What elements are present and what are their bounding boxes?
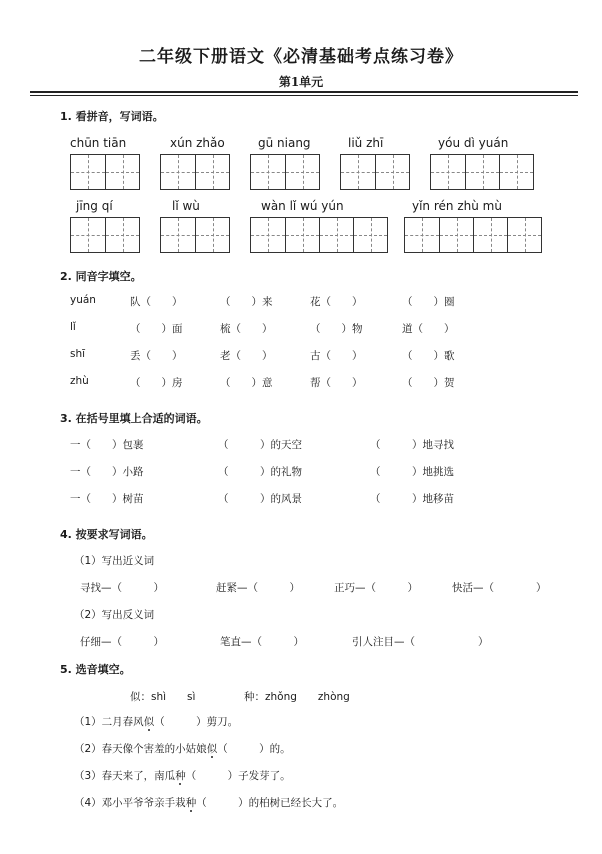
- blank-item[interactable]: （ ）歌: [402, 350, 455, 362]
- choice-char: [130, 689, 195, 704]
- item-text: （ ）的。: [217, 743, 291, 755]
- blank-item[interactable]: 丢（ ）: [130, 350, 183, 362]
- writing-grid[interactable]: [160, 154, 230, 190]
- pinyin-choices: zhǒng zhòng: [265, 691, 350, 703]
- dotted-char: 似: [143, 716, 155, 728]
- item-text: （3）春天来了，南瓜: [74, 770, 176, 782]
- exercise-item[interactable]: [74, 741, 291, 756]
- header-rule-thick: [30, 91, 578, 93]
- pinyin-label: xún zhǎo: [170, 136, 225, 150]
- exercise-item[interactable]: [74, 795, 343, 810]
- blank-item[interactable]: 仔细—（ ）: [80, 636, 164, 648]
- blank-item[interactable]: （ ）的天空: [218, 439, 302, 451]
- section-5-title: 5. 选音填空。: [60, 663, 131, 676]
- exercise-item[interactable]: [74, 714, 238, 729]
- unit-subtitle: 第1单元: [278, 75, 324, 89]
- subsection-label: （1）写出近义词: [74, 555, 155, 567]
- blank-item[interactable]: 笔直—（ ）: [220, 636, 304, 648]
- section-3-title: 3. 在括号里填上合适的词语。: [60, 412, 208, 425]
- pinyin-label: yuán: [70, 294, 96, 306]
- blank-item[interactable]: （ ）的风景: [218, 493, 302, 505]
- choice-char-label: 种：: [244, 691, 265, 703]
- dotted-char: 种: [185, 797, 197, 809]
- item-text: （4）邓小平爷爷亲手栽: [74, 797, 186, 809]
- dotted-char: 似: [206, 743, 218, 755]
- pinyin-label: lǐ: [70, 321, 76, 333]
- blank-item[interactable]: 正巧—（ ）: [334, 582, 418, 594]
- pinyin-label: shī: [70, 348, 86, 360]
- header-rule-thin: [30, 95, 578, 96]
- blank-item[interactable]: 道（ ）: [402, 323, 455, 335]
- blank-item[interactable]: 花（ ）: [310, 296, 363, 308]
- blank-item[interactable]: 队（ ）: [130, 296, 183, 308]
- blank-item[interactable]: 老（ ）: [220, 350, 273, 362]
- section-4-title: 4. 按要求写词语。: [60, 528, 153, 541]
- pinyin-label: chūn tiān: [70, 136, 127, 150]
- blank-item[interactable]: 赶紧—（ ）: [216, 582, 300, 594]
- pinyin-label: lǐ wù: [172, 199, 200, 213]
- writing-grid[interactable]: [250, 217, 388, 253]
- item-text: （ ）的柏树已经长大了。: [196, 797, 344, 809]
- pinyin-label: zhù: [70, 375, 89, 387]
- blank-item[interactable]: （ ）面: [130, 323, 183, 335]
- item-text: （ ）剪刀。: [154, 716, 239, 728]
- pinyin-label: yóu dì yuán: [438, 136, 509, 150]
- writing-grid[interactable]: [160, 217, 230, 253]
- dotted-char: 种: [175, 770, 186, 782]
- writing-grid[interactable]: [70, 217, 140, 253]
- pinyin-label: wàn lǐ wú yún: [261, 199, 344, 213]
- blank-item[interactable]: （ ）圈: [402, 296, 455, 308]
- section-2-title: 2. 同音字填空。: [60, 270, 142, 283]
- blank-item[interactable]: 寻找—（ ）: [80, 582, 164, 594]
- blank-item[interactable]: 梳（ ）: [220, 323, 273, 335]
- blank-item[interactable]: （ ）的礼物: [218, 466, 302, 478]
- blank-item[interactable]: 古（ ）: [310, 350, 363, 362]
- blank-item[interactable]: （ ）地移苗: [370, 493, 454, 505]
- item-text: （2）春天像个害羞的小姑娘: [74, 743, 207, 755]
- exercise-item[interactable]: [74, 768, 291, 783]
- subsection-label: （2）写出反义词: [74, 609, 155, 621]
- blank-item[interactable]: 一（ ）包裹: [70, 439, 144, 451]
- blank-item[interactable]: （ ）房: [130, 377, 183, 389]
- writing-grid[interactable]: [430, 154, 534, 190]
- pinyin-choices: shì sì: [151, 691, 196, 703]
- pinyin-label: liǔ zhī: [348, 136, 384, 150]
- item-text: （ ）子发芽了。: [185, 770, 291, 782]
- writing-grid[interactable]: [404, 217, 542, 253]
- writing-grid[interactable]: [250, 154, 320, 190]
- blank-item[interactable]: 帮（ ）: [310, 377, 363, 389]
- pinyin-label: gū niang: [258, 136, 311, 150]
- blank-item[interactable]: 一（ ）小路: [70, 466, 144, 478]
- page-title: 二年级下册语文《必清基础考点练习卷》: [139, 47, 463, 67]
- pinyin-label: jīng qí: [76, 199, 113, 213]
- blank-item[interactable]: （ ）地挑选: [370, 466, 454, 478]
- blank-item[interactable]: （ ）贺: [402, 377, 455, 389]
- choice-char-label: 似：: [130, 691, 151, 703]
- blank-item[interactable]: （ ）来: [220, 296, 273, 308]
- blank-item[interactable]: （ ）物: [310, 323, 363, 335]
- choice-char: [244, 689, 350, 704]
- pinyin-label: yǐn rén zhù mù: [412, 199, 502, 213]
- blank-item[interactable]: （ ）意: [220, 377, 273, 389]
- blank-item[interactable]: 一（ ）树苗: [70, 493, 144, 505]
- writing-grid[interactable]: [340, 154, 410, 190]
- item-text: （1）二月春风: [74, 716, 144, 728]
- section-1-title: 1. 看拼音，写词语。: [60, 110, 164, 123]
- blank-item[interactable]: （ ）地寻找: [370, 439, 454, 451]
- writing-grid[interactable]: [70, 154, 140, 190]
- blank-item[interactable]: 引人注目—（ ）: [352, 636, 489, 648]
- blank-item[interactable]: 快活—（ ）: [452, 582, 547, 594]
